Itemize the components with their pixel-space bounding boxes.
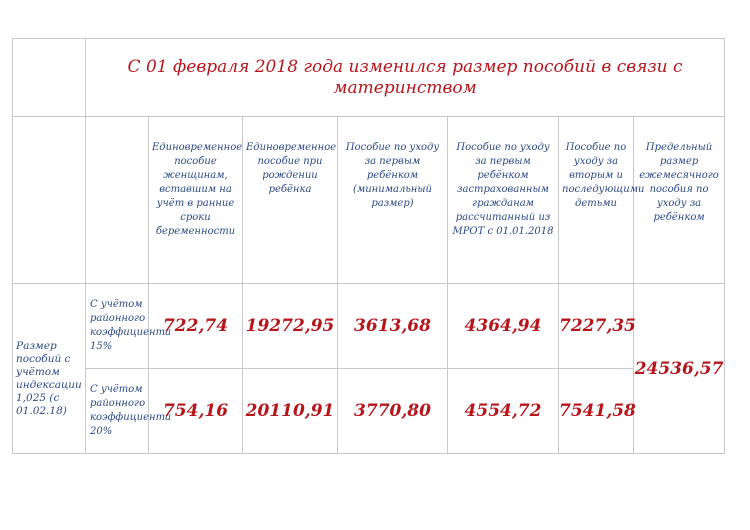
header-early-registration	[149, 117, 243, 284]
corner-cell	[13, 39, 86, 117]
table-title: С 01 февраля 2018 года изменился размер пособий в связи с материнством	[86, 39, 725, 117]
header-text: Единовременное пособие при рождении ребёнка	[246, 142, 337, 195]
table-row	[13, 284, 725, 369]
header-text: Пособие по уходу за вторым и последующими детьми	[562, 142, 645, 209]
header-empty-cell-1	[13, 117, 86, 284]
row-group-label: Размер пособий с учётом индексации 1,025 (с 01.02.18)	[13, 284, 86, 454]
title-row	[13, 39, 725, 117]
header-text: Предельный размер ежемесячного пособия по уходу за ребёнком	[639, 142, 719, 223]
value-cell: 20110,91	[243, 369, 338, 454]
header-second-child	[559, 117, 645, 284]
value-cell: 19272,95	[243, 284, 338, 369]
value-cell: 754,16	[149, 369, 243, 454]
coefficient-label: С учётом районного коэффициента 20%	[86, 369, 149, 454]
header-row	[13, 117, 725, 284]
value-cell: 3613,68	[338, 284, 448, 369]
header-first-child-insured	[448, 117, 559, 284]
coefficient-label: С учётом районного коэффициента 15%	[86, 284, 149, 369]
value-cell: 4364,94	[448, 284, 559, 369]
value-cell: 4554,72	[448, 369, 559, 454]
header-text: Единовременное пособие женщинам, вставшим на учёт в ранние сроки беременности	[152, 142, 243, 237]
header-text: Пособие по уходу за первым ребёнком застрахованным гражданам рассчитанный из МРОТ с 01.01.2018	[452, 142, 554, 237]
max-value-cell: 24536,57	[634, 284, 725, 454]
header-first-child-min	[338, 117, 448, 284]
value-cell: 722,74	[149, 284, 243, 369]
benefits-table	[12, 38, 725, 454]
table-row	[13, 369, 725, 454]
header-empty-cell-2	[86, 117, 149, 284]
header-birth-benefit	[243, 117, 338, 284]
header-max-monthly	[634, 117, 725, 284]
header-text: Пособие по уходу за первым ребёнком (минимальный размер)	[345, 142, 440, 209]
value-cell: 7227,35	[559, 284, 634, 369]
value-cell: 3770,80	[338, 369, 448, 454]
value-cell: 7541,58	[559, 369, 634, 454]
